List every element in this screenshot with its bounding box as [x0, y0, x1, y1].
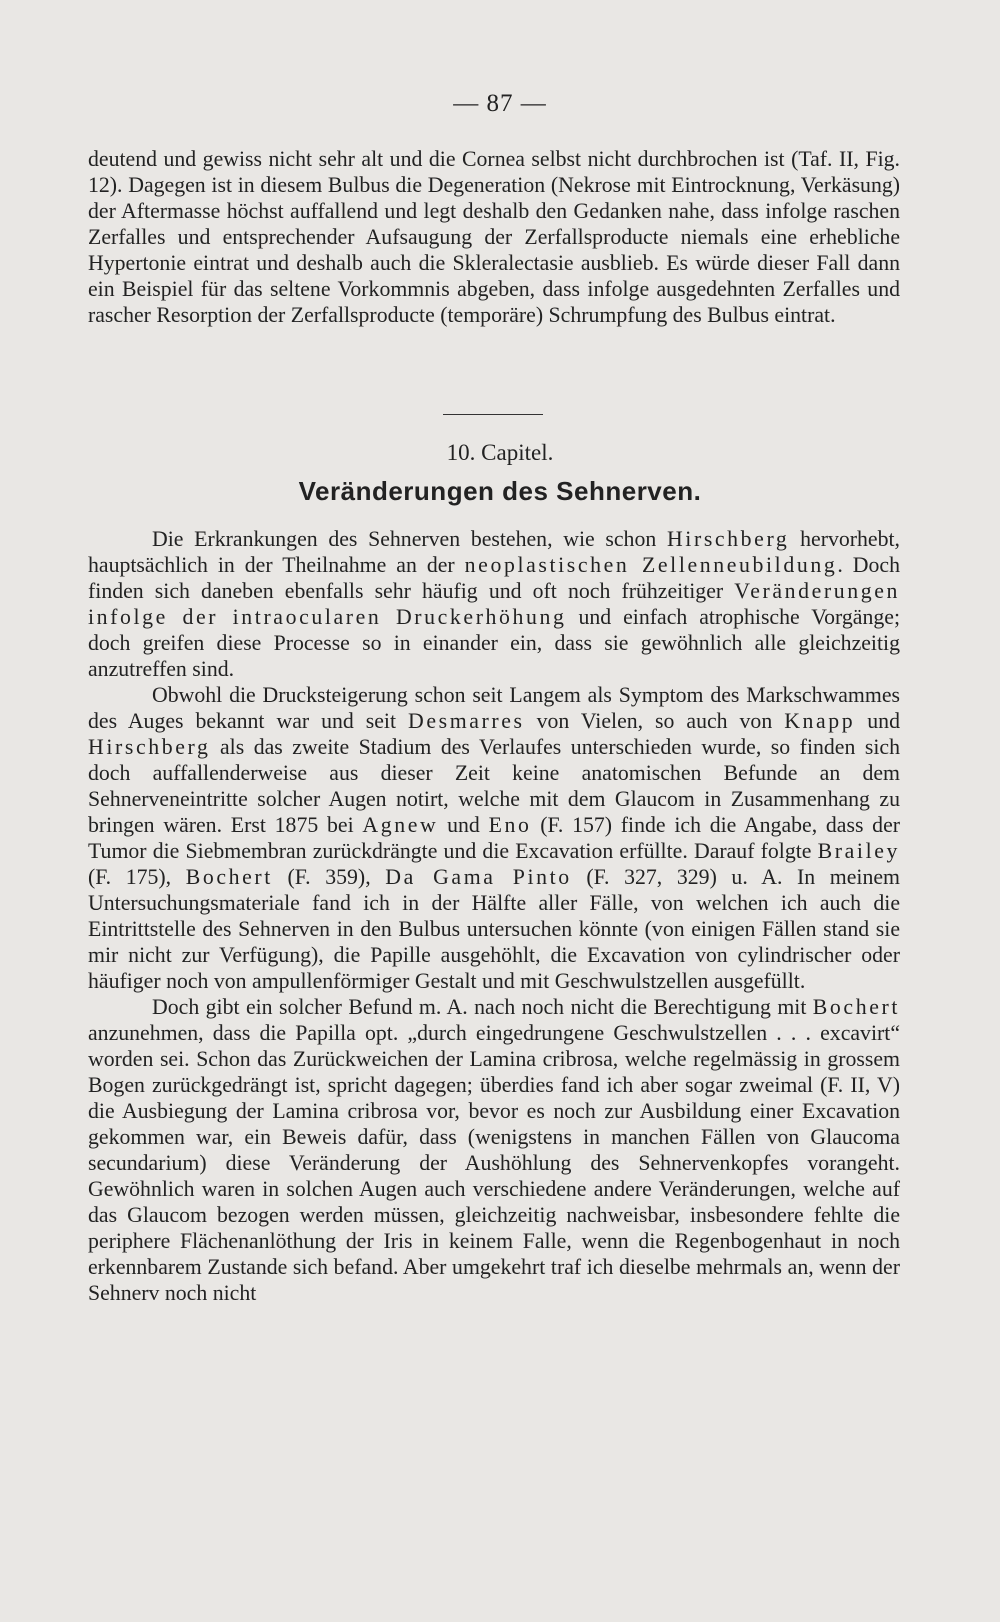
chapter-title: Veränderungen des Sehnerven. — [298, 476, 702, 506]
spaced-name: Da Gama Pinto — [385, 865, 572, 889]
page-number: — 87 — — [453, 90, 547, 117]
spaced-name: Hirschberg — [88, 735, 211, 759]
paragraph-4: Doch gibt ein solcher Befund m. A. nach noch nicht die Berechtigung mit Bochert anzunehmen, dass die Papilla opt. „durch eingedrungene Geschwulstzellen . . . excavirt“ worden sei. Schon das Zurückweichen der Lamina cribrosa, welche regelmässig in grossem Bogen zurückgedrängt ist, spricht dagegen; überdies fand ich aber sogar zweimal (F. II, V) die Ausbiegung der Lamina cribrosa vor, bevor es noch zur Ausbildung einer Excavation gekommen war, ein Beweis dafür, dass (wenigstens in manchen Fällen von Glaucoma secundarium) diese Veränderung der Aushöhlung des Sehnervenkopfes vorangeht. Gewöhnlich waren in solchen Augen auch verschiedene andere Veränderungen, welche auf das Glaucom bezogen werden müssen, gleichzeitig nachweisbar, insbesondere fehlte die periphere Flächenanlöthung der Iris in keinem Falle, wenn die Regenbogenhaut in noch erkennbarem Zustande sich befand. Aber umgekehrt traf ich dieselbe mehrmals an, wenn der Sehnerv noch nicht — [88, 995, 900, 1305]
chapter-label: 10. Capitel. — [446, 440, 554, 465]
text-block-top — [88, 146, 900, 328]
spaced-name: Desmarres — [408, 709, 525, 733]
spaced-name: Hirschberg — [666, 527, 790, 551]
section-divider — [443, 414, 543, 415]
text-block-main — [88, 526, 900, 1306]
paragraph-1: deutend und gewiss nicht sehr alt und die Cornea selbst nicht durchbrochen ist (Taf. II, Fig. 12). Dagegen ist in diesem Bulbus die Degeneration (Nekrose mit Eintrocknung, Verkäsung) der Aftermasse höchst auffallend und legt deshalb den Gedanken nahe, dass infolge raschen Zerfalles und entsprechender Aufsaugung der Zerfallsproducte niemals eine erhebliche Hypertonie eintrat und deshalb auch die Skleralectasie ausblieb. Es würde dieser Fall dann ein Beispiel für das seltene Vorkommnis abgeben, dass infolge ausgedehnten Zerfalles und rascher Resorption der Zerfallsproducte (temporäre) Schrumpfung des Bulbus eintrat. — [88, 147, 900, 327]
spaced-name: Bochert — [812, 995, 900, 1019]
spaced-name: Knapp — [784, 709, 856, 733]
paragraph-2: Die Erkrankungen des Sehnerven bestehen, wie schon Hirschberg hervorhebt, hauptsächlich in der Theilnahme an der neoplastischen Zellenneubildung. Doch finden sich daneben ebenfalls sehr häufig und oft noch frühzeitiger Veränderungen infolge der intraocularen Druckerhöhung und einfach atrophische Vorgänge; doch greifen diese Processe so in einander ein, dass sie gewöhnlich alle gleichzeitig anzutreffen sind. — [88, 527, 901, 681]
spaced-term: Veränderungen infolge der intraocularen Druckerhöhung — [88, 579, 900, 629]
spaced-name: Eno — [488, 813, 532, 837]
spaced-name: Brailey — [817, 839, 900, 863]
spaced-name: Agnew — [362, 813, 439, 837]
paragraph-3: Obwohl die Drucksteigerung schon seit Langem als Symptom des Markschwammes des Auges bekannt war und seit Desmarres von Vielen, so auch von Knapp und Hirschberg als das zweite Stadium des Verlaufes unterschieden wurde, so finden sich doch auffallenderweise aus dieser Zeit keine anatomischen Befunde an dem Sehnerveneintritte solcher Augen notirt, welche mit dem Glaucom in Zusammenhang zu bringen wären. Erst 1875 bei Agnew und Eno (F. 157) finde ich die Angabe, dass der Tumor die Siebmembran zurückdrängte und die Excavation erfüllte. Darauf folgte Brailey (F. 175), Bochert (F. 359), Da Gama Pinto (F. 327, 329) u. A. In meinem Untersuchungsmateriale fand ich in der Hälfte aller Fälle, von welchen ich auch die Eintrittstelle des Sehnerven in den Bulbus untersuchen könnte (von einigen Fällen stand sie mir nicht zur Verfügung), die Papille ausgehöhlt, die Excavation von cylindrischer oder häufiger noch von ampullenförmiger Gestalt und mit Geschwulstzellen ausgefüllt. — [88, 683, 901, 993]
spaced-term: neoplastischen Zellenneubildung — [464, 553, 838, 577]
spaced-name: Bochert — [185, 865, 273, 889]
